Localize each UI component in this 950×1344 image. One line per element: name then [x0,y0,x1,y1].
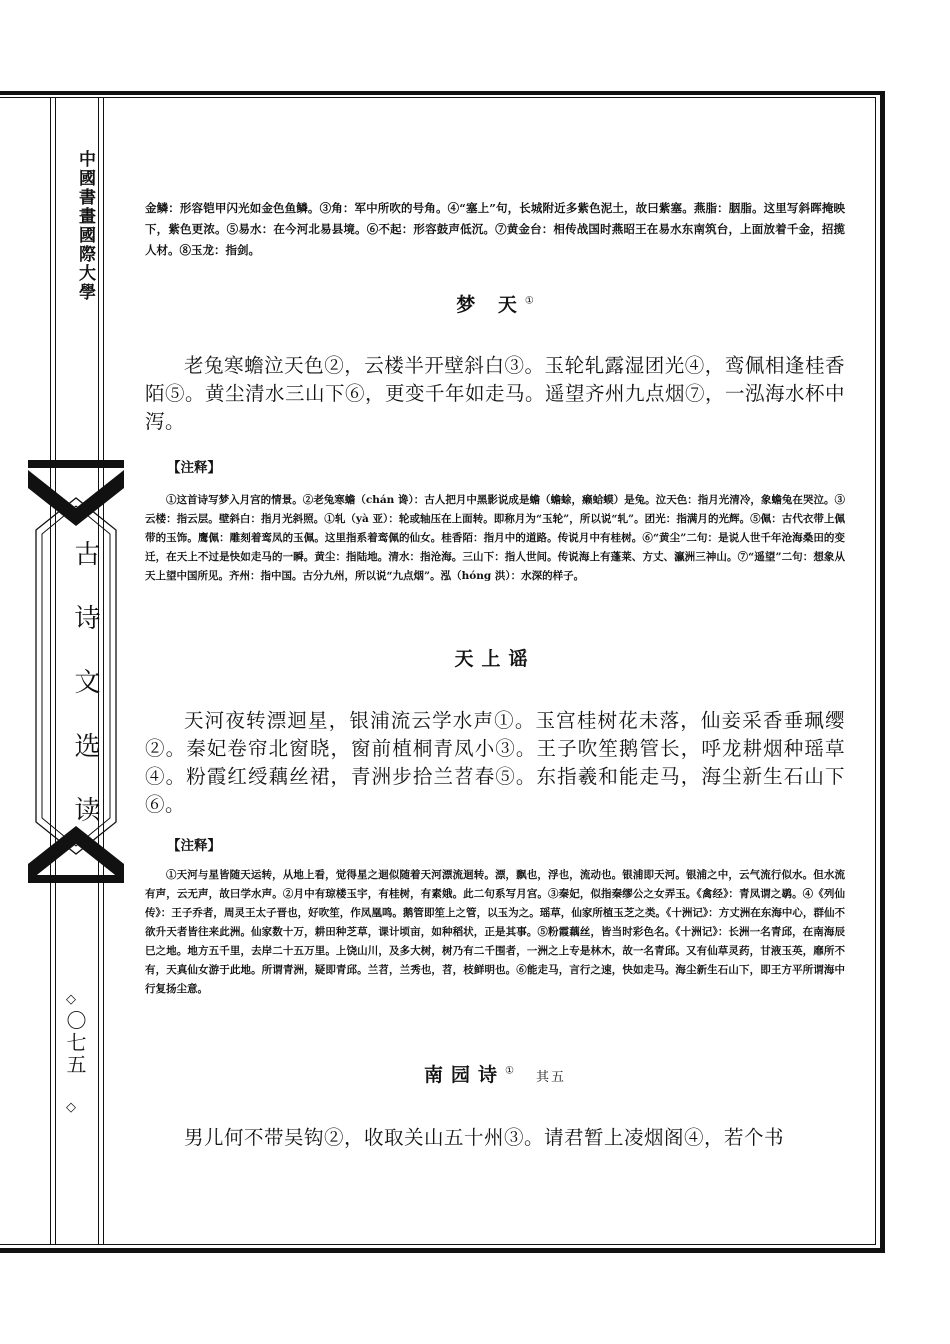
university-name: 中國書畫國際大學 [75,150,95,302]
page-number: 〇七五 [63,1010,87,1076]
frame-border-right [880,91,885,1253]
ornament-bar-bottom [28,875,124,883]
frame-inner-bottom [0,1244,876,1245]
book-title: 古诗文选读 [70,540,100,860]
footnote-marker: ① [524,295,534,307]
top-note: 金鳞：形容铠甲闪光如金色鱼鳞。③角：军中所吹的号角。④“塞上”句，长城附近多紫色泥土，故曰紫塞。燕脂：胭脂。这里写斜晖掩映下，紫色更浓。⑤易水：在今河北易县境。⑥不起：形容鼓声低沉。⑦黄金台：相传战国时燕昭王在易水东南筑台，上面放着千金，招揽人材。⑧玉龙：指剑。 [145,201,845,257]
poem-notes: ①这首诗写梦入月宫的情景。②老兔寒蟾（chán 谗）：古人把月中黑影说成是蟾（蟾蜍，癞蛤蟆）是兔。泣天色：指月光清冷，象蟾兔在哭泣。③云楼：指云层。壁斜白：指月光斜照。①轧（yà 亚）：轮或轴压在上面转。即称月为“玉轮”，所以说“轧”。团光：指满月的光辉。⑤佩：古代衣带上佩带的玉饰。鹰佩：雕刻着鸾凤的玉佩。这里指系着鸾佩的仙女。桂香陌：指月中的道路。传说月中有桂树。⑥“黄尘”二句：是说人世千年沧海桑田的变迁，在天上不过是快如走马的一瞬。黄尘：指陆地。清水：指沧海。三山下：指人世间。传说海上有蓬莱、方丈、瀛洲三神山。⑦“遥望”二句：想象从天上望中国所见。齐州：指中国。古分九州，所以说“九点烟”。泓（hóng 洪）：水深的样子。 [145,494,845,582]
poem-title-text: 梦 天 [456,294,525,316]
ornament-bar-top [28,460,124,468]
diamond-icon: ◇ [66,1100,76,1115]
notes-label: 【注释】 [167,838,221,854]
poem-title: 天上谣 [454,648,536,670]
footnote-marker: ① [505,1065,514,1077]
notes-label: 【注释】 [167,460,221,476]
poem-title-text: 南园诗 [424,1064,506,1086]
frame-border-top [0,91,885,95]
poem-title [145,290,845,317]
poem-body: 老兔寒蟾泣天色②，云楼半开壁斜白③。玉轮轧露湿团光④，鸾佩相逢桂香陌⑤。黄尘清水三山下⑥，更变千年如走马。遥望齐州九点烟⑦，一泓海水杯中泻。 [145,354,846,433]
frame-inner-top [0,97,876,98]
poem-title [145,1060,845,1087]
poem-body: 天河夜转漂迴星，银浦流云学水声①。玉宫桂树花未落，仙妾采香垂珮缨②。秦妃卷帘北窗晓，窗前植桐青凤小③。王子吹笙鹅管长，呼龙耕烟种瑶草④。粉霞红绶藕丝裙，青洲步拾兰苕春⑤。东指羲和能走马，海尘新生石山下⑥。 [145,709,845,816]
poem-body: 男儿何不带吴钩②，收取关山五十州③。请君暂上凌烟阁④，若个书 [184,1126,785,1149]
frame-inner-right [875,97,876,1245]
frame-border-bottom [0,1248,885,1253]
diamond-icon: ◇ [66,992,76,1007]
poem-notes: ①天河与星皆随天运转，从地上看，觉得星之迴似随着天河漂流迴转。漂，飘也，浮也，流动也。银浦即天河。银浦之中，云气流行似水。但水流有声，云无声，故曰学水声。②月中有琼楼玉宇，有桂树，有素娥。此二句系写月宫。③秦妃，似指秦缪公之女弄玉。《禽经》：青凤谓之鹖。④《列仙传》：王子乔者，周灵王太子晋也，好吹笙，作凤凰鸣。鹅管即笙上之管，以玉为之。瑶草，仙家所植玉芝之类。《十洲记》：方丈洲在东海中心，群仙不欲升天者皆往来此洲。仙家数十万，耕田种芝草，课计顷亩，如种稻状，正是其事。⑤粉霞藕丝，皆当时彩色名。《十洲记》：长洲一名青邱，在南海辰巳之地。地方五千里，去岸二十五万里。上饶山川，及多大树，树乃有二千围者，一洲之上专是林木，故一名青邱。又有仙草灵药，甘液玉英，靡所不有，天真仙女游于此地。所谓青洲，疑即青邱。兰苕，兰秀也，苕，枝鲜明也。⑥能走马，言行之速，快如走马。海尘新生石山下，即王方平所谓海中行复扬尘意。 [145,869,845,995]
poem-subtitle: 其五 [535,1070,566,1085]
